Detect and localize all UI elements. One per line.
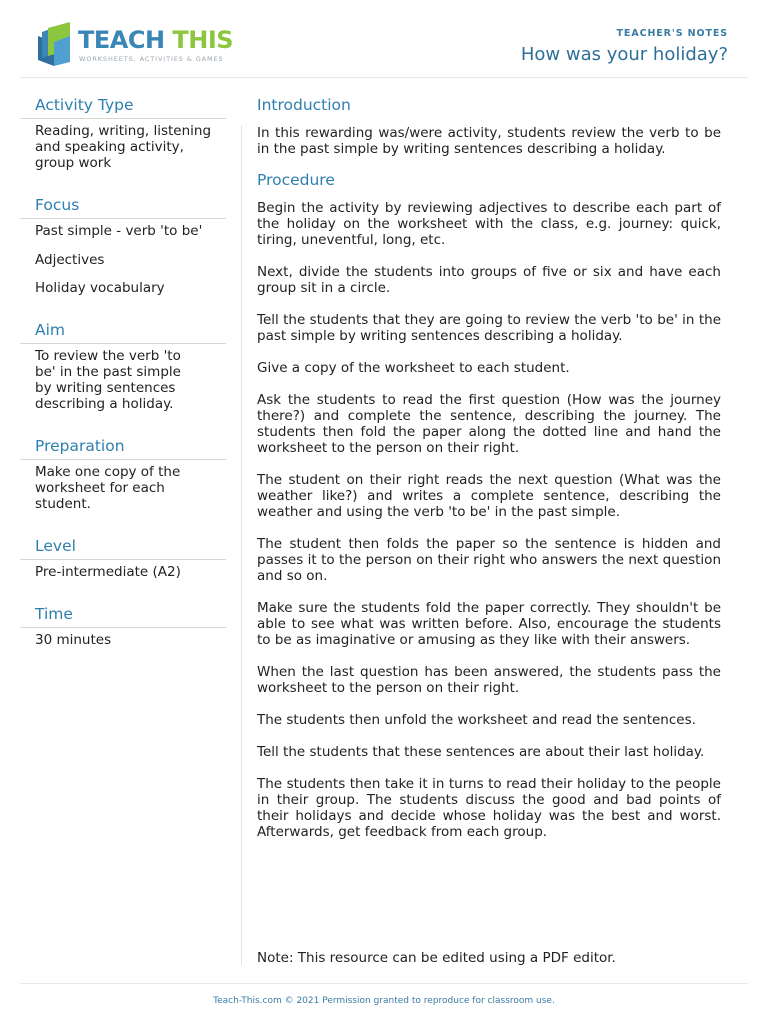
section-level	[20, 534, 226, 580]
section-heading: Aim	[20, 318, 226, 344]
procedure-step: The students then take it in turns to read their holiday to the people in their group. The students discuss the good and bad points of their holidays and decide whose holiday was the best and worst. Afterwards, get feedback from each group.	[257, 776, 721, 840]
introduction-heading: Introduction	[257, 96, 351, 114]
procedure-step: When the last question has been answered, the students pass the worksheet to the person on their right.	[257, 664, 721, 696]
section-activity-type	[20, 93, 226, 171]
procedure-step: Next, divide the students into groups of five or six and have each group sit in a circle.	[257, 264, 721, 296]
section-item: To review the verb 'to be' in the past simple by writing sentences describing a holiday.	[35, 348, 181, 412]
section-item: Holiday vocabulary	[35, 280, 165, 296]
logo-tagline: WORKSHEETS, ACTIVITIES & GAMES	[79, 55, 224, 63]
book-icon	[36, 22, 76, 68]
section-item: Reading, writing, listening and speaking activity, group work	[35, 123, 212, 171]
section-focus	[20, 193, 226, 296]
section-item: Past simple - verb 'to be'	[35, 223, 203, 239]
section-heading: Time	[20, 602, 226, 628]
section-aim	[20, 318, 226, 412]
section-preparation	[20, 434, 226, 512]
teach-this-logo[interactable]	[36, 22, 236, 70]
procedure-step: The student then folds the paper so the sentence is hidden and passes it to the person on their right who answers the next question and so on.	[257, 536, 721, 584]
introduction-text: In this rewarding was/were activity, students review the verb to be in the past simple by writing sentences describing a holiday.	[257, 125, 721, 157]
section-time	[20, 602, 226, 648]
logo-wordmark: TEACH THIS	[78, 26, 234, 54]
section-item: 30 minutes	[35, 632, 112, 648]
footer-copyright[interactable]: Teach-This.com © 2021 Permission granted to reproduce for classroom use.	[213, 996, 555, 1006]
page-title: How was your holiday?	[520, 44, 728, 65]
section-heading: Preparation	[20, 434, 226, 460]
procedure-step: The students then unfold the worksheet and read the sentences.	[257, 712, 696, 728]
procedure-step: Tell the students that they are going to review the verb 'to be' in the past simple by writing sentences describing a holiday.	[257, 312, 721, 344]
section-heading: Activity Type	[20, 93, 226, 119]
procedure-step: Tell the students that these sentences are about their last holiday.	[257, 744, 705, 760]
procedure-step: Ask the students to read the first question (How was the journey there?) and complete the sentence, describing the journey. The students then fold the paper along the dotted line and hand the worksheet to the person on their right.	[257, 392, 721, 456]
sidebar	[20, 93, 226, 670]
main-content	[257, 93, 721, 856]
pdf-editor-note: Note: This resource can be edited using a PDF editor.	[257, 950, 616, 966]
page-header	[0, 0, 768, 80]
section-item: Pre-intermediate (A2)	[35, 564, 181, 580]
section-heading: Focus	[20, 193, 226, 219]
teachers-notes-label: TEACHER'S NOTES	[616, 28, 728, 39]
procedure-heading: Procedure	[257, 171, 335, 189]
footer-divider	[20, 983, 748, 984]
column-divider	[241, 125, 242, 965]
procedure-step: Make sure the students fold the paper correctly. They shouldn't be able to see what was written before. Also, encourage the students to be as imaginative or amusing as they like with their answers.	[257, 600, 721, 648]
procedure-step: The student on their right reads the next question (What was the weather like?) and writes a complete sentence, describing the weather and using the verb 'to be' in the past simple.	[257, 472, 721, 520]
section-item: Make one copy of the worksheet for each student.	[35, 464, 181, 512]
procedure-step: Give a copy of the worksheet to each student.	[257, 360, 570, 376]
section-item: Adjectives	[35, 251, 105, 268]
section-heading: Level	[20, 534, 226, 560]
header-divider	[20, 77, 748, 78]
procedure-step: Begin the activity by reviewing adjectives to describe each part of the holiday on the worksheet with the class, e.g. journey: quick, tiring, uneventful, long, etc.	[257, 200, 721, 248]
